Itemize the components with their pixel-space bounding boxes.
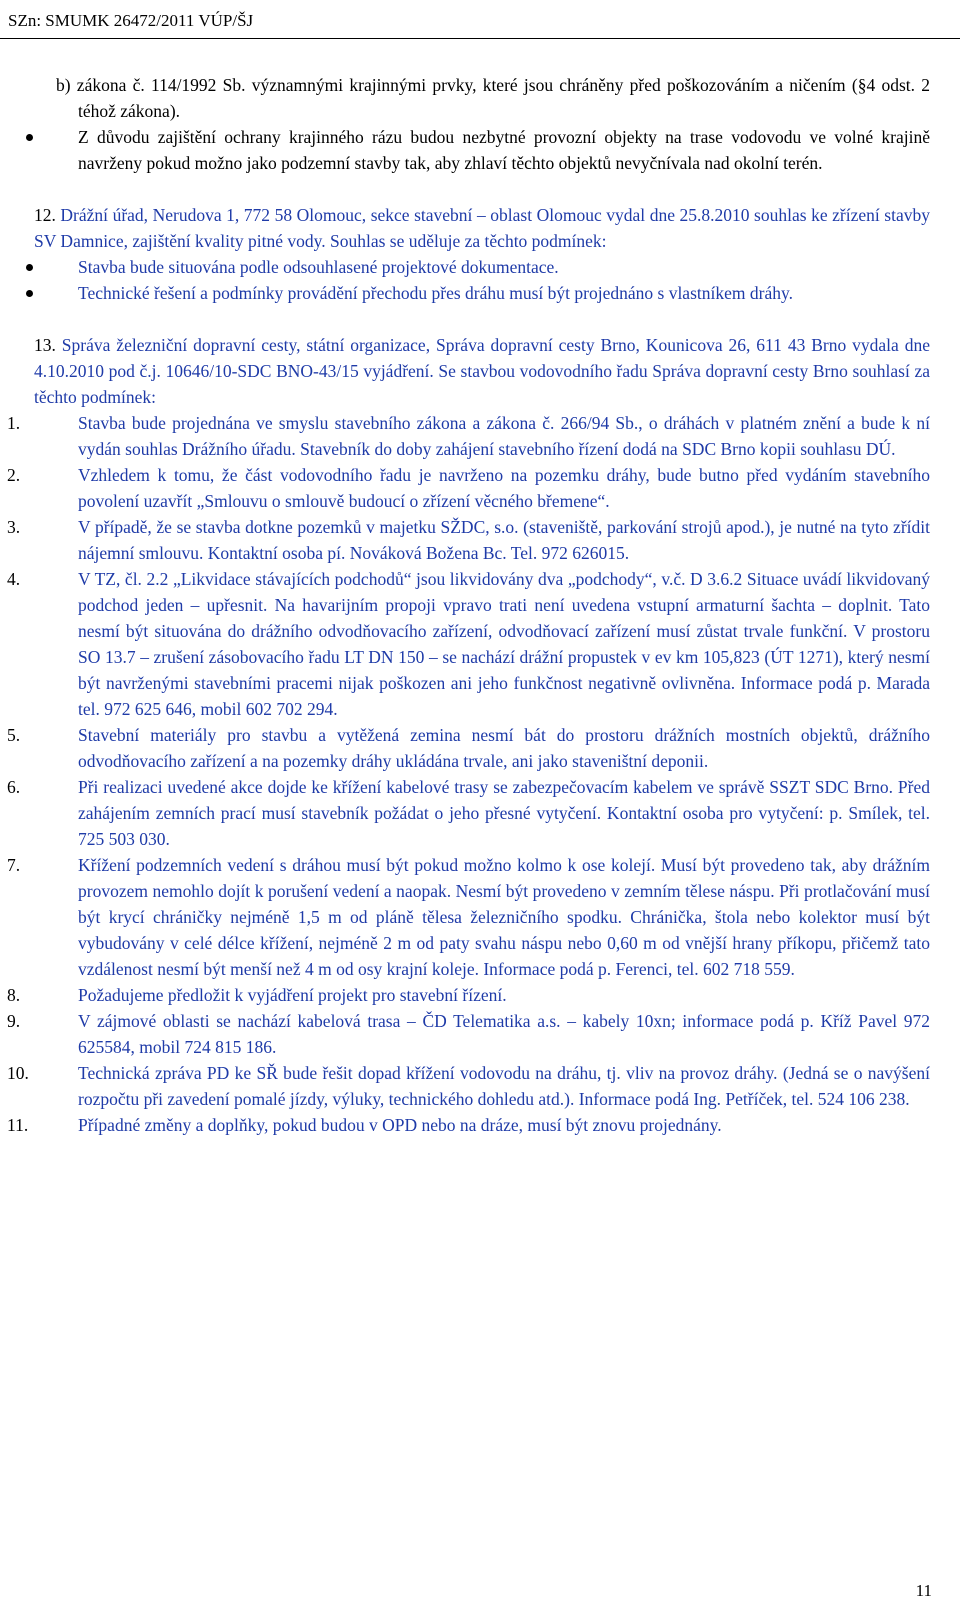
bullet-s12-2 xyxy=(56,280,930,306)
bullet-text: Technické řešení a podmínky provádění přechodu přes dráhu musí být projednáno s vlastníkem dráhy. xyxy=(78,283,793,303)
section-13 xyxy=(34,332,930,410)
item-text: Stavba bude projednána ve smyslu stavebního zákona a zákona č. 266/94 Sb., o dráhách v platném znění a bude k ní vydán souhlas Drážního úřadu. Stavebník do doby zahájení stavebního řízení dodá na SDC Brno kopii souhlasu DÚ. xyxy=(78,413,930,459)
item-text: Případné změny a doplňky, pokud budou v OPD nebo na dráze, musí být znovu projednány. xyxy=(78,1115,722,1135)
item-text: Stavební materiály pro stavbu a vytěžená zemina nesmí bát do prostoru drážních mostních objektů, drážního odvodňovacího zařízení a na pozemky dráhy ukládána trvale, ani jako staveništní deponii. xyxy=(78,725,930,771)
list-item xyxy=(7,722,930,774)
item-text: Vzhledem k tomu, že část vodovodního řadu je navrženo na pozemku dráhy, bude butno před vydáním stavebního povolení uzavřít „Smlouvu o smlouvě budoucí o zřízení věcného břemene“. xyxy=(78,465,930,511)
list-item xyxy=(7,852,930,982)
bullet-icon xyxy=(26,290,33,297)
item-number: 7. xyxy=(7,855,21,875)
section-number: 13. xyxy=(34,335,56,355)
item-number: 1. xyxy=(7,413,21,433)
item-number: 6. xyxy=(7,777,21,797)
list-item xyxy=(7,1112,930,1138)
item-number: 4. xyxy=(7,569,21,589)
list-item xyxy=(7,514,930,566)
item-text: V TZ, čl. 2.2 „Likvidace stávajících podchodů“ jsou likvidovány dva „podchody“, v.č. D 3.6.2 Situace uvádí likvidovaný podchod jeden – upřesnit. Na havarijním propoji vpravo trati není uvedena vstupní armaturní šachta – doplnit. Tato nesmí být situována do drážního odvodňovacího zařízení, odvodňovací zařízení musí zůstat trvale funkční. V prostoru SO 13.7 – zrušení zásobovacího řadu LT DN 150 – se nachází drážní propustek v ev km 105,823 (ÚT 1271), který nesmí být navrženými stavebními pracemi nijak poškozen ani jeho funkčnost negativně ovlivněna. Informace podá p. Marada tel. 972 625 646, mobil 602 702 294. xyxy=(78,569,930,719)
section-13-text: Správa železniční dopravní cesty, státní organizace, Správa dopravní cesty Brno, Kounicova 26, 611 43 Brno vydala dne 4.10.2010 pod č.j. 10646/10-SDC BNO-43/15 vyjádření. xyxy=(34,335,930,381)
section-13-conditions: Se stavbou vodovodního řadu Správa dopravní cesty Brno souhlasí za těchto podmínek: xyxy=(34,361,930,407)
paragraph-b: b) zákona č. 114/1992 Sb. významnými krajinnými prvky, které jsou chráněny před poškozováním a ničením (§4 odst. 2 téhož zákona). xyxy=(56,75,930,121)
section-12-conditions: Souhlas se uděluje za těchto podmínek: xyxy=(325,231,607,251)
bullet-icon xyxy=(26,264,33,271)
list-item xyxy=(7,566,930,722)
bullet-text: Stavba bude situována podle odsouhlasené projektové dokumentace. xyxy=(78,257,559,277)
item-number: 5. xyxy=(7,725,21,745)
item-number: 2. xyxy=(7,465,21,485)
list-item xyxy=(7,982,930,1008)
document-header xyxy=(0,4,960,39)
bullet-landscape xyxy=(56,124,930,176)
list-item xyxy=(7,1008,930,1060)
item-text: V případě, že se stavba dotkne pozemků v majetku SŽDC, s.o. (staveniště, parkování strojů apod.), je nutné na tyto zřídit nájemní smlouvu. Kontaktní osoba pí. Nováková Božena Bc. Tel. 972 626015. xyxy=(78,517,930,563)
item-text: Křížení podzemních vedení s dráhou musí být pokud možno kolmo k ose kolejí. Musí být provedeno tak, aby drážním provozem nemohlo dojít k porušení vedení a naopak. Nesmí být provedeno v zemním tělese náspu. Při protlačování musí být krycí chráničky nejméně 1,5 m od pláně tělesa železničního spodku. Chránička, štola nebo kolektor musí být vybudovány v celé délce křížení, nejméně 2 m od paty svahu náspu nebo 0,60 m od vnější hrany příkopu, přičemž tato vzdálenost nesmí být menší než 4 m od osy krajní koleje. Informace podá p. Ferenci, tel. 602 718 559. xyxy=(78,855,930,979)
list-item xyxy=(7,774,930,852)
item-number: 10. xyxy=(7,1063,29,1083)
document-body xyxy=(7,72,930,1138)
document-reference: SZn: SMUMK 26472/2011 VÚP/ŠJ xyxy=(8,11,254,30)
bullet-text: Z důvodu zajištění ochrany krajinného rázu budou nezbytné provozní objekty na trase vodovodu ve volné krajině navrženy pokud možno jako podzemní stavby tak, aby zhlaví těchto objektů nevyčnívala nad okolní terén. xyxy=(78,127,930,173)
section-number: 12. xyxy=(34,205,56,225)
bullet-icon xyxy=(26,134,33,141)
page-number: 11 xyxy=(915,1581,932,1600)
item-number: 11. xyxy=(7,1115,29,1135)
item-text: Technická zpráva PD ke SŘ bude řešit dopad křížení vodovodu na dráhu, tj. vliv na provoz dráhy. (Jedná se o navýšení rozpočtu při zavedení pomalé jízdy, výluky, technického dohledu atd.). Informace podá Ing. Petříček, tel. 524 106 238. xyxy=(78,1063,930,1109)
item-text: V zájmové oblasti se nachází kabelová trasa – ČD Telematika a.s. – kabely 10xn; informace podá p. Kříž Pavel 972 625584, mobil 724 815 186. xyxy=(78,1011,930,1057)
item-text: Při realizaci uvedené akce dojde ke křížení kabelové trasy se zabezpečovacím kabelem ve správě SSZT SDC Brno. Před zahájením zemních prací musí stavebník požádat o jeho přesné vytyčení. Kontaktní osoba pro vytyčení: p. Smílek, tel. 725 503 030. xyxy=(78,777,930,849)
section-12 xyxy=(34,202,930,254)
item-number: 8. xyxy=(7,985,21,1005)
list-item xyxy=(7,410,930,462)
item-number: 3. xyxy=(7,517,21,537)
item-number: 9. xyxy=(7,1011,21,1031)
list-item xyxy=(7,462,930,514)
list-item xyxy=(7,1060,930,1112)
bullet-s12-1 xyxy=(56,254,930,280)
section-12-text: Drážní úřad, Nerudova 1, 772 58 Olomouc, sekce stavební – oblast Olomouc vydal dne 25.8.2010 souhlas ke zřízení stavby SV Damnice, zajištění kvality pitné vody. xyxy=(34,205,930,251)
item-text: Požadujeme předložit k vyjádření projekt pro stavební řízení. xyxy=(78,985,507,1005)
